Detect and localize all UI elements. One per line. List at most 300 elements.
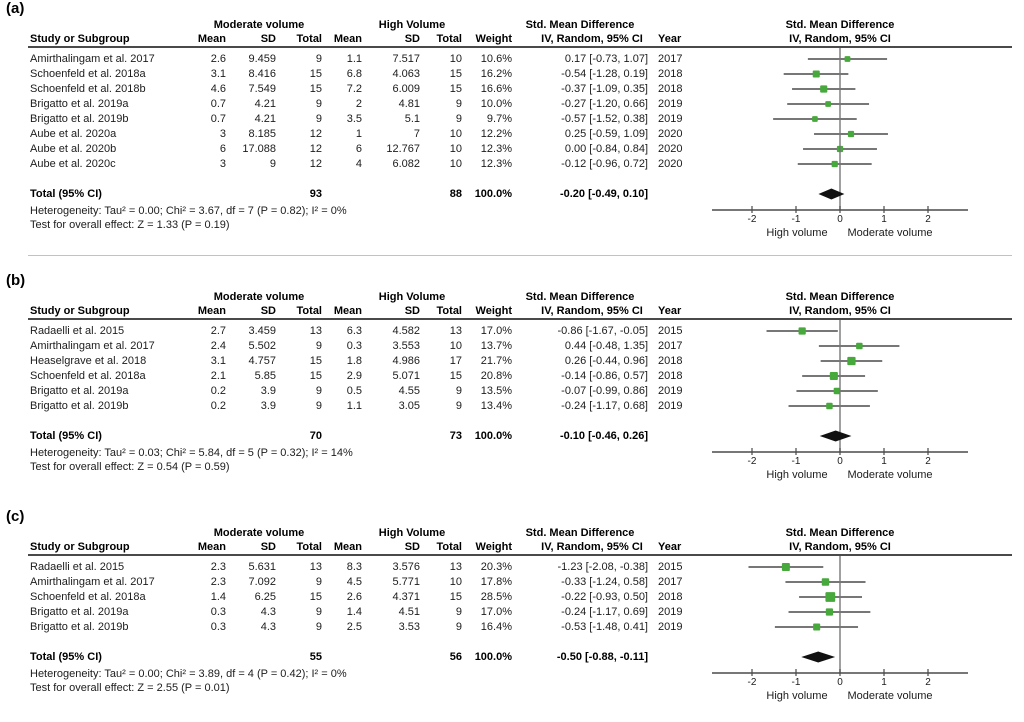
sd-moderate-cell: 8.185 (248, 128, 276, 140)
column-header-weight: Weight (475, 33, 512, 45)
total-row-label: Total (95% CI) (30, 651, 102, 663)
total-moderate-cell: 15 (309, 355, 322, 367)
year-cell: 2019 (658, 606, 683, 618)
sd-high-cell: 5.071 (392, 370, 420, 382)
effect-square (845, 56, 851, 62)
axis-left-label: High volume (766, 227, 828, 239)
column-header-weight: Weight (475, 305, 512, 317)
year-cell: 2015 (658, 561, 683, 573)
total-ci-cell: -0.50 [-0.88, -0.11] (556, 651, 648, 663)
column-header-total-high: Total (436, 541, 462, 553)
effect-square (799, 327, 806, 334)
axis-tick-label: 1 (881, 456, 887, 467)
axis-right-label: Moderate volume (847, 469, 933, 481)
sd-moderate-cell: 4.757 (248, 355, 276, 367)
mean-high-cell: 6 (355, 143, 362, 155)
column-header-sd-moderate: SD (260, 541, 276, 553)
study-name: Schoenfeld et al. 2018a (30, 68, 146, 80)
total-high-sum: 73 (449, 430, 462, 442)
column-header-mean-moderate: Mean (197, 33, 226, 45)
year-cell: 2019 (658, 113, 683, 125)
mean-moderate-cell: 0.7 (210, 113, 226, 125)
pooled-diamond (801, 652, 835, 663)
panel-label: (b) (6, 272, 26, 289)
axis-tick-label: 2 (925, 677, 931, 688)
axis-tick-label: 1 (881, 677, 887, 688)
weight-cell: 17.8% (480, 576, 512, 588)
column-header-total-moderate: Total (296, 541, 322, 553)
group-header-smd: Std. Mean Difference (525, 527, 635, 539)
sd-high-cell: 4.986 (392, 355, 420, 367)
effect-square (832, 161, 838, 167)
sd-high-cell: 3.553 (392, 340, 420, 352)
group-header-high: High Volume (378, 19, 446, 31)
year-cell: 2017 (658, 340, 683, 352)
year-cell: 2018 (658, 370, 683, 382)
sd-moderate-cell: 4.21 (254, 98, 276, 110)
heterogeneity-text: Heterogeneity: Tau² = 0.00; Chi² = 3.89, df = 4 (P = 0.42); I² = 0% (30, 668, 347, 680)
total-moderate-cell: 9 (315, 385, 322, 397)
total-high-cell: 10 (449, 340, 462, 352)
mean-high-cell: 0.3 (346, 340, 362, 352)
sd-high-cell: 12.767 (386, 143, 420, 155)
year-cell: 2015 (658, 325, 683, 337)
weight-cell: 13.5% (480, 385, 512, 397)
study-name: Brigatto et al. 2019b (30, 400, 129, 412)
mean-moderate-cell: 1.4 (210, 591, 226, 603)
ci-cell: -0.54 [-1.28, 0.19] (561, 68, 648, 80)
year-cell: 2017 (658, 53, 683, 65)
ci-cell: -0.22 [-0.93, 0.50] (561, 591, 648, 603)
mean-moderate-cell: 3 (219, 128, 226, 140)
plot-header-smd: Std. Mean Difference (785, 527, 895, 539)
column-header-mean-moderate: Mean (197, 305, 226, 317)
total-moderate-cell: 15 (309, 68, 322, 80)
group-header-moderate: Moderate volume (213, 527, 305, 539)
mean-high-cell: 0.5 (346, 385, 362, 397)
mean-high-cell: 3.5 (346, 113, 362, 125)
total-moderate-cell: 9 (315, 53, 322, 65)
sd-high-cell: 3.05 (398, 400, 420, 412)
sd-high-cell: 3.53 (398, 621, 420, 633)
sd-high-cell: 5.1 (404, 113, 420, 125)
total-high-cell: 10 (449, 576, 462, 588)
ci-cell: -0.07 [-0.99, 0.86] (561, 385, 648, 397)
ci-cell: -0.37 [-1.09, 0.35] (561, 83, 648, 95)
effect-square (825, 592, 835, 602)
weight-cell: 16.4% (480, 621, 512, 633)
plot-header-iv-ci: IV, Random, 95% CI (789, 33, 891, 45)
total-moderate-cell: 13 (309, 325, 322, 337)
total-high-sum: 88 (449, 188, 462, 200)
column-header-sd-high: SD (404, 541, 420, 553)
effect-square (834, 388, 840, 394)
total-moderate-cell: 9 (315, 576, 322, 588)
total-moderate-sum: 70 (309, 430, 322, 442)
ci-cell: -0.27 [-1.20, 0.66] (561, 98, 648, 110)
mean-moderate-cell: 0.2 (210, 385, 226, 397)
total-high-cell: 13 (449, 325, 462, 337)
axis-tick-label: -2 (747, 677, 757, 688)
sd-high-cell: 6.009 (392, 83, 420, 95)
mean-moderate-cell: 0.3 (210, 606, 226, 618)
total-moderate-cell: 9 (315, 621, 322, 633)
column-header-iv-ci: IV, Random, 95% CI (541, 33, 643, 45)
total-moderate-cell: 12 (309, 128, 322, 140)
weight-cell: 20.3% (480, 561, 512, 573)
column-header-mean-high: Mean (333, 305, 362, 317)
sd-high-cell: 7.517 (392, 53, 420, 65)
axis-tick-label: -1 (791, 677, 801, 688)
column-header-mean-high: Mean (333, 541, 362, 553)
sd-high-cell: 6.082 (392, 158, 420, 170)
ci-cell: -0.24 [-1.17, 0.68] (561, 400, 648, 412)
study-name: Schoenfeld et al. 2018a (30, 591, 146, 603)
weight-cell: 13.4% (480, 400, 512, 412)
axis-tick-label: -1 (791, 456, 801, 467)
total-high-cell: 9 (455, 113, 462, 125)
study-name: Amirthalingam et al. 2017 (30, 53, 155, 65)
ci-cell: -0.53 [-1.48, 0.41] (561, 621, 648, 633)
mean-moderate-cell: 2.3 (210, 561, 226, 573)
axis-tick-label: -1 (791, 214, 801, 225)
column-header-iv-ci: IV, Random, 95% CI (541, 305, 643, 317)
total-high-cell: 9 (455, 98, 462, 110)
mean-high-cell: 8.3 (346, 561, 362, 573)
sd-moderate-cell: 9.459 (248, 53, 276, 65)
axis-tick-label: 0 (837, 456, 843, 467)
ci-cell: -0.24 [-1.17, 0.69] (561, 606, 648, 618)
sd-high-cell: 4.582 (392, 325, 420, 337)
header-rule (28, 318, 1012, 320)
year-cell: 2018 (658, 355, 683, 367)
mean-high-cell: 1.1 (346, 53, 362, 65)
mean-high-cell: 1 (355, 128, 362, 140)
mean-moderate-cell: 2.7 (210, 325, 226, 337)
mean-high-cell: 6.8 (346, 68, 362, 80)
total-high-cell: 10 (449, 53, 462, 65)
axis-right-label: Moderate volume (847, 690, 933, 702)
pooled-diamond (820, 431, 852, 442)
column-header-weight: Weight (475, 541, 512, 553)
ci-cell: -0.57 [-1.52, 0.38] (561, 113, 648, 125)
study-name: Brigatto et al. 2019a (30, 98, 129, 110)
mean-high-cell: 1.4 (346, 606, 362, 618)
effect-square (826, 608, 833, 615)
study-name: Radaelli et al. 2015 (30, 325, 125, 337)
year-cell: 2020 (658, 158, 683, 170)
total-moderate-cell: 15 (309, 83, 322, 95)
weight-cell: 17.0% (480, 606, 512, 618)
panel-label: (c) (6, 508, 25, 525)
ci-cell: 0.00 [-0.84, 0.84] (564, 143, 648, 155)
ci-cell: -1.23 [-2.08, -0.38] (557, 561, 648, 573)
weight-cell: 28.5% (480, 591, 512, 603)
mean-high-cell: 1.8 (346, 355, 362, 367)
mean-moderate-cell: 3.1 (210, 355, 226, 367)
mean-moderate-cell: 4.6 (210, 83, 226, 95)
mean-moderate-cell: 6 (219, 143, 226, 155)
weight-cell: 10.6% (480, 53, 512, 65)
group-header-high: High Volume (378, 527, 446, 539)
weight-cell: 21.7% (480, 355, 512, 367)
sd-moderate-cell: 8.416 (248, 68, 276, 80)
ci-cell: -0.86 [-1.67, -0.05] (557, 325, 648, 337)
total-high-cell: 9 (455, 385, 462, 397)
study-name: Brigatto et al. 2019b (30, 621, 129, 633)
study-name: Amirthalingam et al. 2017 (30, 340, 155, 352)
weight-cell: 9.7% (486, 113, 512, 125)
year-cell: 2018 (658, 83, 683, 95)
column-header-total-high: Total (436, 33, 462, 45)
total-row-label: Total (95% CI) (30, 430, 102, 442)
weight-cell: 16.2% (480, 68, 512, 80)
sd-high-cell: 3.576 (392, 561, 420, 573)
mean-high-cell: 6.3 (346, 325, 362, 337)
axis-tick-label: 0 (837, 214, 843, 225)
total-moderate-cell: 9 (315, 606, 322, 618)
mean-high-cell: 4 (355, 158, 362, 170)
column-header-total-high: Total (436, 305, 462, 317)
ci-cell: 0.25 [-0.59, 1.09] (564, 128, 648, 140)
mean-moderate-cell: 0.2 (210, 400, 226, 412)
plot-header-iv-ci: IV, Random, 95% CI (789, 305, 891, 317)
effect-square (813, 70, 820, 77)
total-high-sum: 56 (449, 651, 462, 663)
sd-moderate-cell: 3.9 (260, 385, 276, 397)
header-rule (28, 554, 1012, 556)
mean-moderate-cell: 2.1 (210, 370, 226, 382)
column-header-study: Study or Subgroup (30, 33, 130, 45)
column-header-mean-high: Mean (333, 33, 362, 45)
total-high-cell: 9 (455, 621, 462, 633)
ci-cell: -0.14 [-0.86, 0.57] (561, 370, 648, 382)
sd-moderate-cell: 17.088 (242, 143, 276, 155)
effect-square (848, 131, 854, 137)
sd-high-cell: 4.063 (392, 68, 420, 80)
weight-cell: 20.8% (480, 370, 512, 382)
weight-cell: 12.3% (480, 143, 512, 155)
total-weight-cell: 100.0% (474, 651, 512, 663)
effect-square (830, 372, 838, 380)
group-header-high: High Volume (378, 291, 446, 303)
mean-high-cell: 7.2 (346, 83, 362, 95)
column-header-year: Year (658, 33, 682, 45)
effect-square (812, 116, 818, 122)
sd-moderate-cell: 5.631 (248, 561, 276, 573)
year-cell: 2017 (658, 576, 683, 588)
year-cell: 2020 (658, 143, 683, 155)
mean-moderate-cell: 2.4 (210, 340, 226, 352)
study-name: Schoenfeld et al. 2018b (30, 83, 146, 95)
column-header-study: Study or Subgroup (30, 305, 130, 317)
total-moderate-sum: 93 (309, 188, 322, 200)
plot-header-iv-ci: IV, Random, 95% CI (789, 541, 891, 553)
mean-moderate-cell: 2.6 (210, 53, 226, 65)
sd-moderate-cell: 3.459 (248, 325, 276, 337)
total-moderate-cell: 9 (315, 340, 322, 352)
total-high-cell: 15 (449, 83, 462, 95)
sd-high-cell: 4.371 (392, 591, 420, 603)
weight-cell: 10.0% (480, 98, 512, 110)
panel-separator-line (28, 255, 1012, 256)
axis-tick-label: 0 (837, 677, 843, 688)
axis-right-label: Moderate volume (847, 227, 933, 239)
sd-moderate-cell: 5.85 (254, 370, 276, 382)
effect-square (826, 403, 832, 409)
total-high-cell: 15 (449, 68, 462, 80)
mean-high-cell: 2.9 (346, 370, 362, 382)
column-header-mean-moderate: Mean (197, 541, 226, 553)
ci-cell: 0.17 [-0.73, 1.07] (564, 53, 648, 65)
total-moderate-cell: 12 (309, 158, 322, 170)
weight-cell: 16.6% (480, 83, 512, 95)
group-header-moderate: Moderate volume (213, 19, 305, 31)
weight-cell: 17.0% (480, 325, 512, 337)
study-name: Schoenfeld et al. 2018a (30, 370, 146, 382)
column-header-sd-high: SD (404, 33, 420, 45)
study-name: Brigatto et al. 2019a (30, 606, 129, 618)
mean-high-cell: 2 (355, 98, 362, 110)
column-header-sd-moderate: SD (260, 33, 276, 45)
mean-moderate-cell: 3.1 (210, 68, 226, 80)
mean-high-cell: 4.5 (346, 576, 362, 588)
axis-tick-label: 2 (925, 214, 931, 225)
sd-moderate-cell: 4.3 (260, 621, 276, 633)
weight-cell: 12.3% (480, 158, 512, 170)
total-moderate-cell: 15 (309, 591, 322, 603)
year-cell: 2018 (658, 68, 683, 80)
total-high-cell: 17 (449, 355, 462, 367)
group-header-moderate: Moderate volume (213, 291, 305, 303)
year-cell: 2020 (658, 128, 683, 140)
group-header-smd: Std. Mean Difference (525, 291, 635, 303)
total-moderate-cell: 12 (309, 143, 322, 155)
sd-moderate-cell: 5.502 (248, 340, 276, 352)
ci-cell: -0.33 [-1.24, 0.58] (561, 576, 648, 588)
year-cell: 2019 (658, 621, 683, 633)
mean-high-cell: 2.5 (346, 621, 362, 633)
total-high-cell: 10 (449, 158, 462, 170)
study-name: Brigatto et al. 2019a (30, 385, 129, 397)
column-header-iv-ci: IV, Random, 95% CI (541, 541, 643, 553)
header-rule (28, 46, 1012, 48)
total-high-cell: 13 (449, 561, 462, 573)
axis-tick-label: 2 (925, 456, 931, 467)
sd-moderate-cell: 4.3 (260, 606, 276, 618)
weight-cell: 13.7% (480, 340, 512, 352)
weight-cell: 12.2% (480, 128, 512, 140)
study-name: Brigatto et al. 2019b (30, 113, 129, 125)
total-moderate-cell: 9 (315, 400, 322, 412)
effect-square (813, 623, 820, 630)
effect-square (847, 357, 855, 365)
mean-moderate-cell: 2.3 (210, 576, 226, 588)
total-moderate-cell: 9 (315, 113, 322, 125)
axis-left-label: High volume (766, 469, 828, 481)
year-cell: 2019 (658, 385, 683, 397)
overall-effect-text: Test for overall effect: Z = 0.54 (P = 0.59) (30, 461, 230, 473)
column-header-total-moderate: Total (296, 305, 322, 317)
total-high-cell: 15 (449, 591, 462, 603)
ci-cell: 0.44 [-0.48, 1.35] (564, 340, 648, 352)
total-row-label: Total (95% CI) (30, 188, 102, 200)
total-moderate-sum: 55 (309, 651, 322, 663)
total-high-cell: 9 (455, 400, 462, 412)
study-name: Aube et al. 2020c (30, 158, 116, 170)
axis-left-label: High volume (766, 690, 828, 702)
total-ci-cell: -0.10 [-0.46, 0.26] (559, 430, 648, 442)
sd-high-cell: 5.771 (392, 576, 420, 588)
sd-moderate-cell: 7.549 (248, 83, 276, 95)
column-header-year: Year (658, 541, 682, 553)
axis-tick-label: 1 (881, 214, 887, 225)
effect-square (856, 343, 863, 350)
sd-moderate-cell: 7.092 (248, 576, 276, 588)
sd-moderate-cell: 4.21 (254, 113, 276, 125)
heterogeneity-text: Heterogeneity: Tau² = 0.00; Chi² = 3.67, df = 7 (P = 0.82); I² = 0% (30, 205, 347, 217)
total-ci-cell: -0.20 [-0.49, 0.10] (559, 188, 648, 200)
heterogeneity-text: Heterogeneity: Tau² = 0.03; Chi² = 5.84, df = 5 (P = 0.32); I² = 14% (30, 447, 353, 459)
column-header-year: Year (658, 305, 682, 317)
axis-tick-label: -2 (747, 214, 757, 225)
mean-moderate-cell: 0.3 (210, 621, 226, 633)
sd-moderate-cell: 9 (269, 158, 276, 170)
sd-moderate-cell: 3.9 (260, 400, 276, 412)
axis-tick-label: -2 (747, 456, 757, 467)
sd-high-cell: 4.81 (398, 98, 420, 110)
study-name: Amirthalingam et al. 2017 (30, 576, 155, 588)
study-name: Heaselgrave et al. 2018 (30, 355, 147, 367)
total-moderate-cell: 13 (309, 561, 322, 573)
total-moderate-cell: 9 (315, 98, 322, 110)
mean-high-cell: 1.1 (346, 400, 362, 412)
overall-effect-text: Test for overall effect: Z = 2.55 (P = 0.01) (30, 682, 230, 694)
mean-moderate-cell: 3 (219, 158, 226, 170)
overall-effect-text: Test for overall effect: Z = 1.33 (P = 0.19) (30, 219, 230, 231)
column-header-study: Study or Subgroup (30, 541, 130, 553)
year-cell: 2018 (658, 591, 683, 603)
total-high-cell: 10 (449, 128, 462, 140)
total-moderate-cell: 15 (309, 370, 322, 382)
year-cell: 2019 (658, 400, 683, 412)
total-high-cell: 15 (449, 370, 462, 382)
column-header-sd-high: SD (404, 305, 420, 317)
year-cell: 2019 (658, 98, 683, 110)
study-name: Aube et al. 2020b (30, 143, 117, 155)
ci-cell: 0.26 [-0.44, 0.96] (564, 355, 648, 367)
effect-square (825, 101, 831, 107)
sd-high-cell: 4.55 (398, 385, 420, 397)
sd-high-cell: 4.51 (398, 606, 420, 618)
effect-square (820, 85, 827, 92)
column-header-total-moderate: Total (296, 33, 322, 45)
plot-header-smd: Std. Mean Difference (785, 291, 895, 303)
sd-moderate-cell: 6.25 (254, 591, 276, 603)
study-name: Aube et al. 2020a (30, 128, 117, 140)
mean-moderate-cell: 0.7 (210, 98, 226, 110)
total-weight-cell: 100.0% (474, 430, 512, 442)
effect-square (782, 563, 790, 571)
ci-cell: -0.12 [-0.96, 0.72] (561, 158, 648, 170)
effect-square (822, 578, 829, 585)
study-name: Radaelli et al. 2015 (30, 561, 125, 573)
plot-header-smd: Std. Mean Difference (785, 19, 895, 31)
column-header-sd-moderate: SD (260, 305, 276, 317)
group-header-smd: Std. Mean Difference (525, 19, 635, 31)
total-high-cell: 10 (449, 143, 462, 155)
panel-label: (a) (6, 0, 25, 17)
